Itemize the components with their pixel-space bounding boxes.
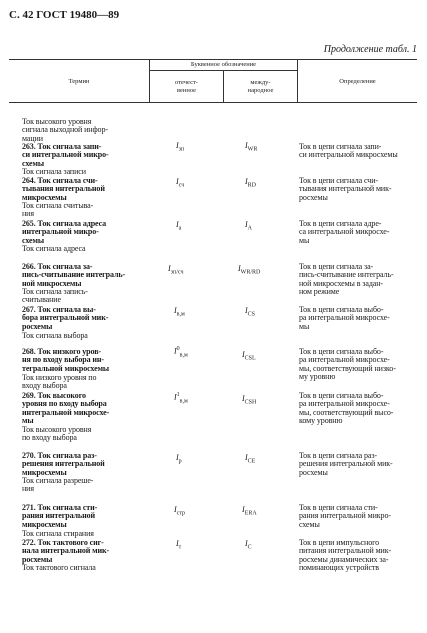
symbol-domestic-265: $I_а$ bbox=[176, 220, 182, 232]
term-263: 263. Ток сигнала запи- си интегральной микро- схемы bbox=[22, 142, 109, 168]
definition-270: Ток в цепи сигнала раз- решения интегральной мик- росхемы bbox=[299, 451, 393, 477]
definition-265: Ток в цепи сигнала адре- са интегральной микросхе- мы bbox=[299, 219, 390, 245]
symbol-international-264: $I_{RD}$ bbox=[245, 177, 257, 189]
term-268: 268. Ток низкого уров- ня по входу выбора ин- тегральной микросхемы bbox=[22, 347, 110, 373]
symbol-international-268: $I_{CSL}$ bbox=[242, 350, 256, 362]
term-267: 267. Ток сигнала вы- бора интегральной мик- росхемы bbox=[22, 305, 109, 331]
subterm-270: Ток сигнала разреше- ния bbox=[22, 476, 94, 494]
term-266: 266. Ток сигнала за- пись-считывание интеграль- ной микросхемы bbox=[22, 262, 126, 288]
subterm-269: Ток высокого уровня по входу выбора bbox=[22, 425, 92, 443]
term-265: 265. Ток сигнала адреса интегральной микро- схемы bbox=[22, 219, 107, 245]
subterm-271: Ток сигнала стирания bbox=[22, 529, 94, 538]
symbol-domestic-271: $I_{стр}$ bbox=[174, 505, 186, 517]
definition-269: Ток в цепи сигнала выбо- ра интегральной микросхе- мы, соответствующий высо- кому уровню bbox=[299, 391, 394, 425]
symbol-international-271: $I_{ERA}$ bbox=[242, 505, 257, 517]
definition-268: Ток в цепи сигнала выбо- ра интегральной микросхе- мы, соответствующий низко- му уровню bbox=[299, 347, 396, 381]
definition-263: Ток в цепи сигнала запи- си интегральной микросхемы bbox=[299, 142, 398, 160]
term-269: 269. Ток высокого уровня по входу выбора интегральной микросхе- мы bbox=[22, 391, 110, 425]
symbol-international-270: $I_{CE}$ bbox=[245, 453, 256, 465]
definition-271: Ток в цепи сигнала сти- рания интегральной микро- схемы bbox=[299, 503, 391, 529]
header-letter-designation: Буквенное обозначение bbox=[190, 61, 257, 68]
subterm-row-0: Ток высокого уровня сигнала выходной инфор- мации bbox=[22, 117, 108, 143]
symbol-domestic-266: $I_{зп/сч}$ bbox=[168, 264, 184, 276]
header-international: между- народное bbox=[247, 79, 274, 94]
symbol-international-266: $I_{WR/RD}$ bbox=[238, 264, 261, 276]
subterm-265: Ток сигнала адреса bbox=[22, 244, 86, 253]
header-top-rule bbox=[9, 59, 417, 60]
subterm-267: Ток сигнала выбора bbox=[22, 331, 88, 340]
subterm-266: Ток сигнала запись- считывание bbox=[22, 287, 88, 305]
term-270: 270. Ток сигнала раз- решения интегральной микросхемы bbox=[22, 451, 105, 477]
definition-264: Ток в цепи сигнала счи- тывания интегральной мик- росхемы bbox=[299, 176, 392, 202]
symbol-domestic-264: $I_{сч}$ bbox=[176, 177, 185, 189]
symbol-international-263: $I_{WR}$ bbox=[245, 141, 258, 153]
page-header: С. 42 ГОСТ 19480—89 bbox=[9, 9, 120, 21]
header-domestic: отечест- венное bbox=[175, 79, 198, 94]
symbol-domestic-267: $I_{в,м}$ bbox=[174, 306, 185, 318]
header-bottom-rule bbox=[9, 102, 417, 103]
symbol-domestic-263: $I_{зп}$ bbox=[176, 141, 185, 153]
continuation-label: Продолжение табл. 1 bbox=[323, 44, 417, 55]
term-272: 272. Ток тактового сиг- нала интегральной мик- росхемы bbox=[22, 538, 110, 564]
definition-272: Ток в цепи импульсного питания интегральной мик- росхемы динамических за- поминающих устройств bbox=[299, 538, 392, 572]
subterm-268: Ток низкого уровня по входу выбора bbox=[22, 373, 97, 391]
symbol-domestic-268: $I^0_{в,м}$ bbox=[174, 346, 188, 359]
symbol-domestic-269: $I^1_{в,м}$ bbox=[174, 392, 188, 405]
symbol-international-272: $I_C$ bbox=[245, 539, 252, 551]
subterm-264: Ток сигнала считыва- ния bbox=[22, 201, 94, 219]
header-definition: Определение bbox=[339, 78, 376, 85]
subterm-263: Ток сигнала записи bbox=[22, 167, 86, 176]
term-271: 271. Ток сигнала сти- рания интегральной микросхемы bbox=[22, 503, 98, 529]
symbol-domestic-270: $I_р$ bbox=[176, 453, 182, 465]
symbol-international-269: $I_{CSH}$ bbox=[242, 394, 257, 406]
term-264: 264. Ток сигнала счи- тывания интегральной микросхемы bbox=[22, 176, 105, 202]
subterm-272: Ток тактового сигнала bbox=[22, 563, 96, 572]
definition-266: Ток в цепи сигнала за- пись-считывание интеграль- ной микросхемы в задан- ном режиме bbox=[299, 262, 394, 296]
symbol-domestic-272: $I_т$ bbox=[176, 539, 182, 551]
symbol-international-265: $I_A$ bbox=[245, 220, 253, 232]
symbol-international-267: $I_{CS}$ bbox=[245, 306, 256, 318]
definition-267: Ток в цепи сигнала выбо- ра интегральной микросхе- мы bbox=[299, 305, 390, 331]
header-term: Термин bbox=[68, 78, 90, 85]
